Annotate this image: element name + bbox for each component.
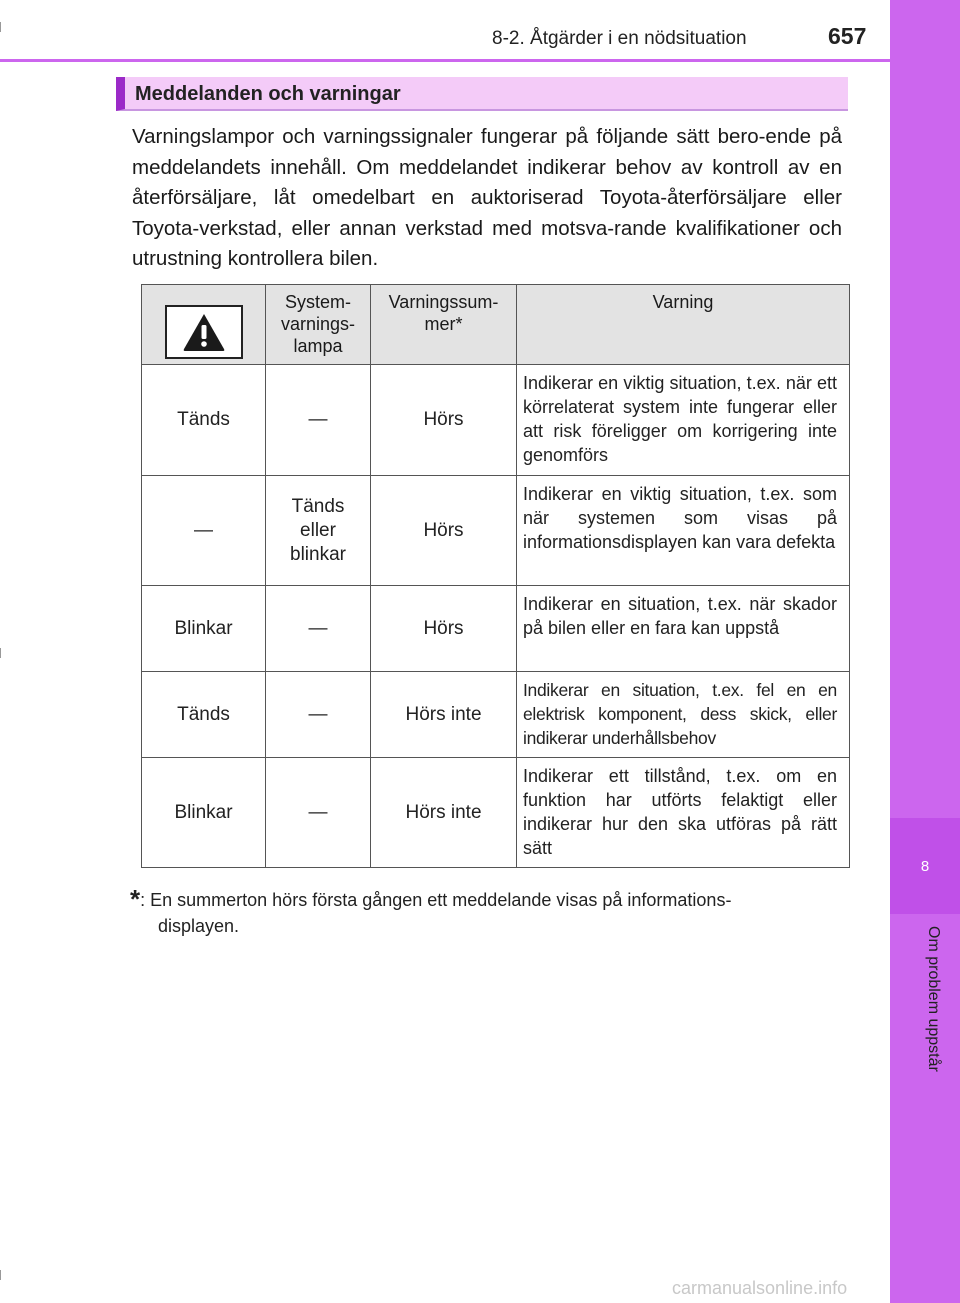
footnote-text-1: : En summerton hörs första gången ett meddelande visas på informations-: [140, 890, 732, 910]
chapter-number: 8: [920, 857, 930, 875]
cell-master: Blinkar: [142, 758, 266, 868]
chapter-number-tab[interactable]: [890, 818, 960, 914]
crop-mark: [0, 1270, 1, 1280]
header-divider: [0, 59, 890, 62]
watermark: carmanualsonline.info: [672, 1278, 848, 1298]
intro-paragraph: Varningslampor och varningssignaler fungerar på följande sätt bero-ende på meddelandets innehåll. Om meddelandet indikerar behov av kontroll av en återförsäljare, låt omedelbart en auktoriserad Toyota-återförsäljare eller Toyota-verkstad, eller annan verkstad med motsva-rande kvalifikationer och utrustning kontrollera bilen.: [132, 125, 842, 270]
cell-master: Tänds: [142, 672, 266, 758]
cell-system: —: [266, 672, 371, 758]
table-header-row: [142, 285, 850, 365]
header-warning: Varning: [517, 285, 850, 365]
cell-buzzer: Hörs: [371, 586, 517, 672]
cell-system: —: [266, 586, 371, 672]
cell-master: —: [142, 476, 266, 586]
warning-triangle-icon: [182, 312, 226, 352]
footnote: [130, 886, 842, 939]
section-title: Meddelanden och varningar: [116, 77, 848, 111]
header-buzzer: Varningssum-mer*: [371, 285, 517, 365]
header-master-warning: [142, 285, 266, 365]
cell-master: Tänds: [142, 365, 266, 476]
cell-warning: Indikerar en viktig situation, t.ex. när ett körrelaterat system inte fungerar eller att risk föreligger om korrigering inte genomförs: [517, 365, 850, 476]
cell-buzzer: Hörs inte: [371, 758, 517, 868]
cell-system: —: [266, 758, 371, 868]
master-warning-symbol: [165, 305, 243, 359]
crop-mark: [0, 648, 1, 658]
table-row: [142, 758, 850, 868]
cell-buzzer: Hörs: [371, 476, 517, 586]
cell-warning: Indikerar en viktig situation, t.ex. som när systemen som visas på informationsdisplayen kan vara defekta: [517, 476, 850, 586]
warning-table: [141, 284, 850, 868]
cell-warning: Indikerar en situation, t.ex. när skador på bilen eller en fara kan uppstå: [517, 586, 850, 672]
cell-master: Blinkar: [142, 586, 266, 672]
table-row: [142, 365, 850, 476]
cell-system: Tänds eller blinkar: [266, 476, 371, 586]
footnote-line-1: [130, 886, 842, 913]
page-number: 657: [828, 23, 867, 49]
cell-system: —: [266, 365, 371, 476]
table-row: [142, 672, 850, 758]
cell-buzzer: Hörs: [371, 365, 517, 476]
table-row: [142, 586, 850, 672]
footnote-text-2: displayen.: [158, 916, 240, 936]
chapter-title: Om problem uppstår: [925, 926, 942, 1072]
breadcrumb: 8-2. Åtgärder i en nödsituation: [492, 28, 747, 49]
cell-warning: Indikerar ett tillstånd, t.ex. om en funktion har utförts felaktigt eller indikerar hur den ska utföras på rätt sätt: [517, 758, 850, 868]
chapter-sidebar: [890, 0, 960, 1303]
crop-mark: [0, 22, 1, 32]
cell-buzzer: Hörs inte: [371, 672, 517, 758]
header-system-lamp: System-varnings-lampa: [266, 285, 371, 365]
table-row: [142, 476, 850, 586]
cell-warning: Indikerar en situation, t.ex. fel en en elektrisk komponent, dess skick, eller indikerar underhållsbehov: [517, 672, 850, 758]
footnote-marker: *: [130, 884, 141, 914]
